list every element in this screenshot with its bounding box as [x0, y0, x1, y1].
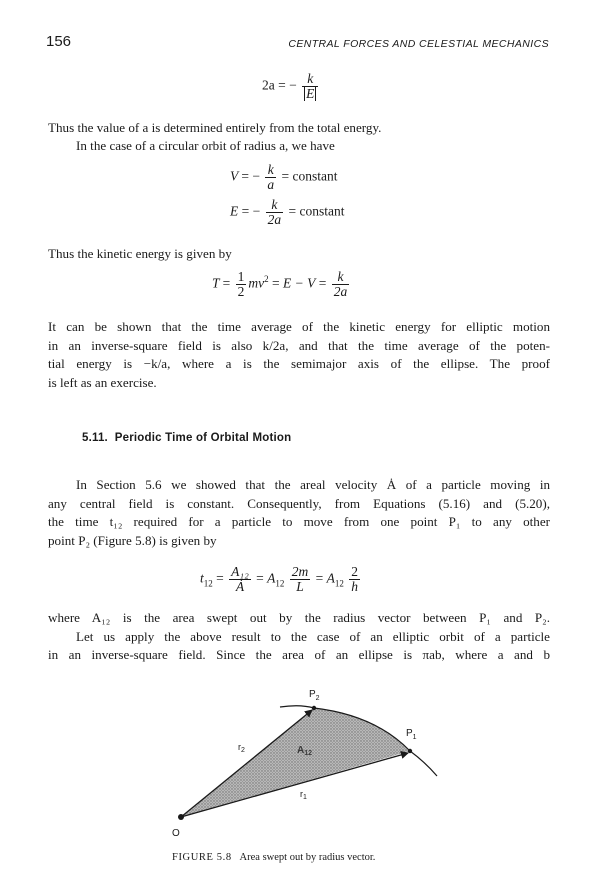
para5-line: where A₁₂ is the area swept out by the radius vector between P₁ and P₂.: [48, 610, 550, 625]
para1-line: In the case of a circular orbit of radius a, we have: [76, 138, 335, 153]
caption-label: FIGURE 5.8: [172, 852, 232, 863]
eq4-half-den: 2: [237, 284, 245, 299]
label-p1: $P_1$: [406, 728, 417, 741]
running-title: CENTRAL FORCES AND CELESTIAL MECHANICS: [288, 38, 549, 50]
eq1-num: k: [307, 71, 314, 86]
page-number: 156: [46, 33, 72, 50]
eq4-den: 2a: [333, 284, 348, 299]
eq1-den: E: [306, 86, 315, 101]
eq2-den: a: [267, 177, 275, 192]
eq4-lhs: T: [212, 275, 220, 291]
label-r2: $r_2$: [238, 742, 245, 754]
eq3-num: k: [271, 197, 278, 212]
point-p2: [312, 706, 316, 710]
eq5-a12-sub: 12: [334, 578, 344, 589]
eq1-lhs: 2a: [262, 77, 275, 93]
figure-area-swept: [150, 680, 450, 840]
para3-line: It can be shown that the time average of the kinetic energy for elliptic motion: [48, 319, 550, 334]
eq2-rhs: constant: [292, 168, 338, 184]
eq5-f3-num: 2: [351, 564, 359, 579]
section-title: Periodic Time of Orbital Motion: [114, 432, 292, 444]
eq3-lhs: E: [230, 203, 239, 219]
para4-line: any central field is constant. Consequently, from Equations (5.16) and (5.20),: [48, 495, 550, 511]
eq5-a12: A: [267, 570, 276, 586]
para5-line: Let us apply the above result to the case of an elliptic orbit of a particle: [76, 628, 550, 644]
equation-semimajor-axis: 2a = − $\frac{k}{E}$: [262, 72, 320, 101]
paragraph-energy: [48, 119, 550, 155]
paragraph-kinetic-intro: [48, 245, 550, 264]
eq1-fraction: [302, 72, 318, 101]
eq4-mid: E − V: [283, 275, 316, 291]
eq2-lhs: V: [230, 168, 239, 184]
equation-period: $t_{12}$ = $\frac{\text{A₁₂}}{Ȧ}$ = $A_{12}$ $\frac{2m}{L}$ = $A_{12}$ $\frac{2}{h}$: [200, 564, 359, 594]
equation-energy: E = − $\frac{k}{2a}$ = constant: [230, 197, 345, 227]
section-heading: [82, 432, 291, 444]
eq5-a12-sub: 12: [275, 578, 285, 589]
paragraph-time-average: [48, 318, 550, 392]
eq3-rhs: constant: [299, 203, 345, 219]
label-r1: $r_1$: [300, 789, 307, 801]
point-p1: [408, 749, 412, 753]
equation-kinetic: T = $\frac{1}{2}$ $mv^2 = E - V$ = $\frac{k}{2a}$: [212, 269, 348, 299]
figure-caption: [172, 852, 375, 863]
paragraph-areal-velocity: [48, 476, 550, 550]
label-area: $A_{12}$: [297, 745, 313, 757]
eq4-num: k: [337, 269, 344, 284]
eq5-lhs: t: [200, 570, 204, 586]
para5-line: in an inverse-square field. Since the area of an ellipse is πab, where a and b: [48, 647, 550, 662]
para3-line: is left as an exercise.: [48, 374, 157, 390]
section-number: 5.11.: [82, 432, 108, 444]
para2-line: Thus the kinetic energy is given by: [48, 246, 232, 261]
eq5-a12: A: [326, 570, 335, 586]
origin-point: [178, 814, 184, 820]
eq5-f2-den: L: [290, 579, 311, 594]
eq5-f1-num: A₁₂: [231, 564, 249, 579]
para4-line: In Section 5.6 we showed that the areal velocity Ȧ of a particle moving in: [76, 477, 550, 492]
eq5-f2-num: 2m: [291, 564, 309, 579]
para4-line: point P₂ (Figure 5.8) is given by: [48, 532, 217, 548]
label-p2: $P_2$: [309, 689, 320, 702]
eq4-sq: 2: [264, 274, 269, 285]
eq4-half-num: 1: [237, 269, 245, 284]
eq5-f3-den: h: [351, 579, 359, 594]
equation-potential: V = − $\frac{k}{a}$ = constant: [230, 162, 338, 192]
para4-line: the time t₁₂ required for a particle to move from one point P₁ to any other: [48, 514, 550, 529]
eq5-f1-den: Ȧ: [229, 579, 251, 594]
eq2-num: k: [267, 162, 274, 177]
eq5-lhs-sub: 12: [203, 578, 213, 589]
paragraph-ellipse: [48, 609, 550, 665]
para1-line: Thus the value of a is determined entirely from the total energy.: [48, 120, 382, 135]
para3-line: in an inverse-square field is also k/2a, and that the time average of the poten-: [48, 337, 550, 353]
eq3-den: 2a: [267, 212, 282, 227]
caption-text: Area swept out by radius vector.: [239, 852, 376, 863]
eq4-mv: mv: [248, 275, 265, 291]
para3-line: tial energy is −k/a, where a is the semimajor axis of the ellipse. The proof: [48, 356, 550, 371]
label-origin: O: [172, 828, 180, 839]
